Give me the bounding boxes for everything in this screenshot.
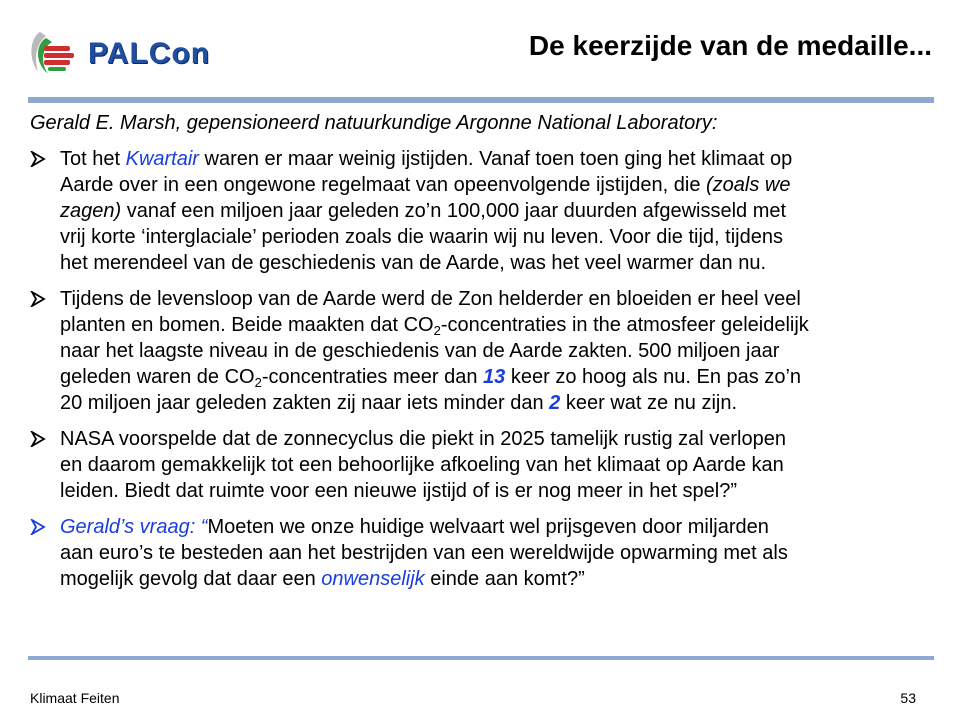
bullet-2 xyxy=(30,286,946,416)
bottom-divider xyxy=(28,656,934,660)
bullet-2-line-4: geleden waren de $CO_2$-concentraties meer dan 13 keer zo hoog als nu. En pas zo’n xyxy=(60,366,802,390)
slide-title: De keerzijde van de medaille... xyxy=(528,30,932,61)
arrow-bullet-icon xyxy=(30,146,54,167)
palcon-hands-logo-icon xyxy=(26,28,86,78)
kwartair-term: Kwartair xyxy=(125,148,199,170)
top-divider xyxy=(28,97,934,103)
bullet-1 xyxy=(30,146,946,276)
arrow-bullet-icon xyxy=(30,286,54,307)
bullet-1-line-3: zagen) vanaf een miljoen jaar geleden zo’n 100,000 jaar duurden afgewisseld met xyxy=(60,200,787,222)
intro-text: Gerald E. Marsh, gepensioneerd natuurkundige Argonne National Laboratory: xyxy=(30,112,718,134)
bullet-3-line-3: leiden. Biedt dat ruimte voor een nieuwe ijstijd of is er nog meer in het spel?” xyxy=(60,480,738,502)
bullet-3-line-2: en daarom gemakkelijk tot een behoorlijke afkoeling van het klimaat op Aarde kan xyxy=(60,454,784,476)
bullet-3-line-1: NASA voorspelde dat de zonnecyclus die piekt in 2025 tamelijk rustig zal verlopen xyxy=(60,428,786,450)
factor-2: 2 xyxy=(549,392,561,414)
page-number: 53 xyxy=(900,690,916,706)
bullet-1-line-2: Aarde over in een ongewone regelmaat van opeenvolgende ijstijden, die (zoals we xyxy=(60,174,791,196)
bullet-1-line-1: Tot het Kwartair waren er maar weinig ijstijden. Vanaf toen toen ging het klimaat op xyxy=(60,148,793,170)
bullet-4-line-1: Gerald’s vraag: “Moeten we onze huidige welvaart wel prijsgeven door miljarden xyxy=(60,516,769,538)
bullet-1-line-5: het merendeel van de geschiedenis van de Aarde, was het veel warmer dan nu. xyxy=(60,252,766,274)
palcon-logo xyxy=(26,28,210,78)
bullet-4 xyxy=(30,514,946,592)
bullet-1-line-4: vrij korte ‘interglaciale’ perioden zoals die waarin wij nu leven. Voor die tijd, tijdens xyxy=(60,226,783,248)
geralds-question-label: Gerald’s vraag: “ xyxy=(60,516,208,538)
slide-content xyxy=(30,110,946,602)
factor-13: 13 xyxy=(483,366,506,388)
onwenselijk-term: onwenselijk xyxy=(321,568,425,590)
bullet-4-line-2: aan euro’s te besteden aan het bestrijden van een wereldwijde opwarming met als xyxy=(60,542,788,564)
bullet-2-line-5: 20 miljoen jaar geleden zakten zij naar iets minder dan 2 keer wat ze nu zijn. xyxy=(60,392,738,414)
arrow-bullet-icon xyxy=(30,514,54,535)
bullet-2-line-2: planten en bomen. Beide maakten dat $CO_2$-concentraties in the atmosfeer geleidelijk xyxy=(60,314,809,338)
bullet-2-line-3: naar het laagste niveau in de geschiedenis van de Aarde zakten. 500 miljoen jaar xyxy=(60,340,780,362)
arrow-bullet-icon xyxy=(30,426,54,447)
bullet-2-line-1: Tijdens de levensloop van de Aarde werd de Zon helderder en bloeiden er heel veel xyxy=(60,288,801,310)
footer-label: Klimaat Feiten xyxy=(30,690,120,706)
bullet-3 xyxy=(30,426,946,504)
bullet-4-line-3: mogelijk gevolg dat daar een onwenselijk einde aan komt?” xyxy=(60,568,585,590)
logo-text: PALCon xyxy=(88,37,211,70)
